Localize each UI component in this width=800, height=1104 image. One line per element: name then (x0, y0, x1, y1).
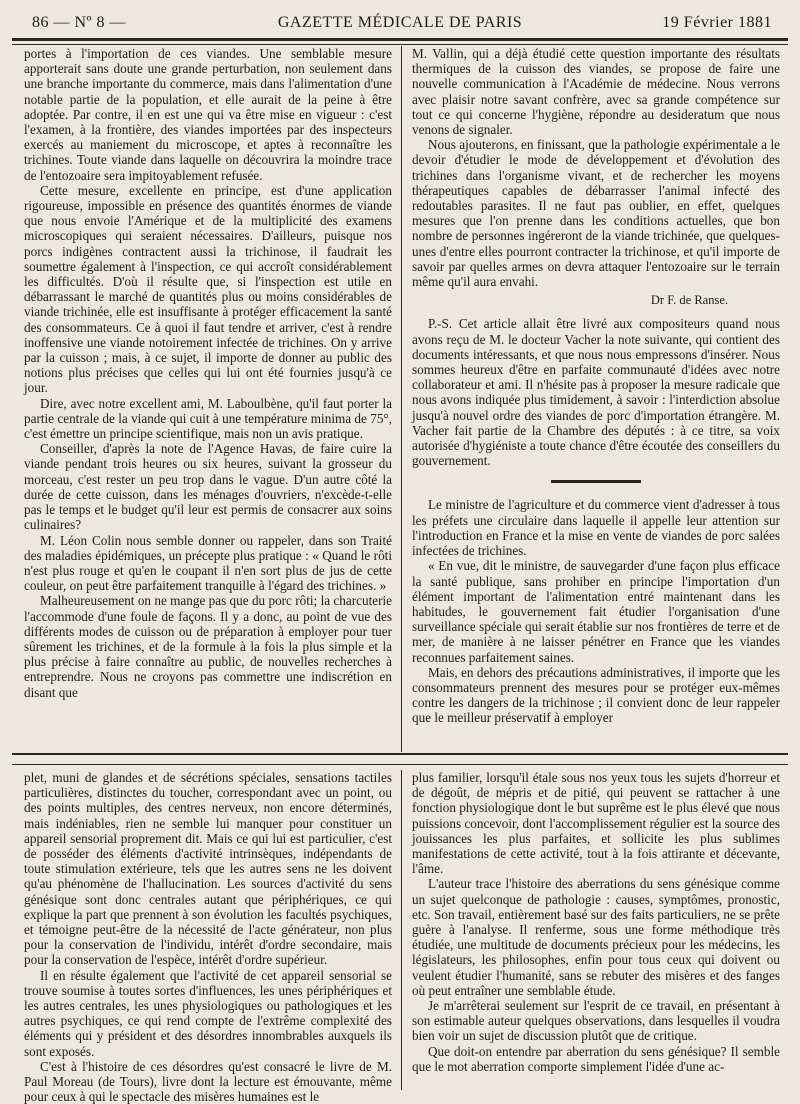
header-rule-thin (12, 44, 788, 45)
paragraph: plet, muni de glandes et de sécrétions spéciales, sensations tactiles particulières, distinctes du toucher, correspondant avec un point, ou des points multiples, des centres nerveux, non encore déterminés, mais indéniables, rien ne semble lui manquer pour constituer un appareil sensorial proprement dit. Mais ce qui lui est particulier, c'est de posséder des éléments d'activité intrinsèques, indépendants de toute stimulation extérieure, tels que les autres sens ne les doivent qu'au phénomène de l'hallucination. Les sources d'activité du sens génésique sont donc centrales autant que périphériques, ce qui explique la part que prennent à son évolution les facultés psychiques, et témoigne peut-être de la nécessité de l'acte générateur, non plus pour la conservation de l'individu, intérêt d'ordre secondaire, mais pour la conservation de l'espèce, intérêt d'ordre supérieur. (24, 770, 392, 968)
paragraph: C'est à l'histoire de ces désordres qu'est consacré le livre de M. Paul Moreau (de Tours), livre dont la lecture est émouvante, même pour ceux à qui le spectacle des misères humaines est le (24, 1058, 392, 1104)
header-rule (12, 38, 788, 41)
paragraph: « En vue, dit le ministre, de sauvegarder d'une façon plus efficace la santé publique, sans prohiber en principe l'importation d'un élément important de l'alimentation entré maintenant dans les habitudes, le gouvernement fait étudier l'organisation d'une surveillance spéciale qui serait établie sur nos frontières de terre et de mer, de manière à ne laisser pénétrer en France que les viandes reconnues parfaitement saines. (412, 558, 780, 665)
postscript: P.-S. Cet article allait être livré aux compositeurs quand nous avons reçu de M. le docteur Vacher la note suivante, qui contient des documents intéressants, et que nous nous empressons d'insérer. Nous sommes heureux d'être en parfaite communauté d'idées avec notre collaborateur et ami. Il n'hésite pas à proposer la mesure radicale que nous avons indiquée plus timidement, à savoir : l'interdiction absolue jusqu'à nouvel ordre des viandes de porc d'importation étrangère. M. Vacher fait partie de la Chambre des députés : à ce titre, sa voix autorisée d'hygiéniste a toute chance d'être écoutée des conseillers du gouvernement. (412, 316, 780, 469)
paragraph: portes à l'importation de ces viandes. Une semblable mesure apporterait sans doute une grande perturbation, non seulement dans une branche importante du commerce, mais dans l'alimentation d'une notable partie de la population, et elle aurait de la peine à être adoptée. Par contre, il en est une qui va être mise en vigueur : c'est l'examen, à la frontière, des viandes importées par des inspecteurs exercés au maniement du microscope, et aptes à reconnaître les trichines. Toute viande dans laquelle on découvrira la moindre trace de l'entozoaire sera impitoyablement refusée. (24, 46, 392, 183)
paragraph: Mais, en dehors des précautions administratives, il importe que les consommateurs prennent des mesures pour se protéger eux-mêmes contre les dangers de la trichinose ; il convient donc de leur rappeler que le meilleur préservatif à employer (412, 664, 780, 726)
section-rule (12, 753, 788, 755)
article-column-right (412, 46, 780, 752)
paragraph: Conseiller, d'après la note de l'Agence Havas, de faire cuire la viande pendant trois heures ou six heures, suivant la grosseur du morceau, c'est rester un peu trop dans le vague. D'un autre côté la durée de cette cuisson, dans les ménages d'ouvriers, n'excède-t-elle pas le temps et le budget qu'il leur est permis de consacrer aux soins culinaires? (24, 441, 392, 533)
article-column-left (24, 46, 392, 752)
feuilleton-column-left (24, 770, 392, 1104)
paragraph: Le ministre de l'agriculture et du commerce vient d'adresser à tous les préfets une circulaire dans laquelle il appelle leur attention sur l'introduction en France et la mise en vente de viandes de porc salées infectées de trichines. (412, 497, 780, 559)
page-number: 86 — Nº 8 — (32, 14, 127, 31)
column-divider (401, 46, 402, 752)
paragraph: Dire, avec notre excellent ami, M. Laboulbène, qu'il faut porter la partie centrale de la viande qui cuit à une température minima de 75°, c'est émettre un principe scientifique, mais non un avis pratique. (24, 395, 392, 442)
page-header (28, 12, 772, 38)
paragraph: L'auteur trace l'histoire des aberrations du sens génésique comme un sujet quelconque de pathologie : causes, symptômes, pronostic, etc. Son travail, entièrement basé sur des faits particuliers, ne se prête guère à l'analyse. Il renferme, sous une forme méthodique très étudiée, une multitude de documents précieux pour les médecins, les législateurs, les philosophes, enfin pour tous ceux qui doivent ou veulent étudier l'humanité, sans se rebuter des misères et des fanges où peut entraîner une semblable étude. (412, 876, 780, 998)
journal-title: GAZETTE MÉDICALE DE PARIS (277, 14, 523, 31)
paragraph: Il en résulte également que l'activité de cet appareil sensorial se trouve soumise à toutes sortes d'influences, les unes périphériques et les autres centrales, les unes physiologiques ou pathologiques et les autres psychiques, ce qui rend compte de l'extrême complexité des éléments qui y président et des désordres innombrables auxquels ils sont exposés. (24, 967, 392, 1059)
paragraph: Je m'arrêterai seulement sur l'esprit de ce travail, en présentant à son estimable auteur quelques observations, dans lesquelles il voudra bien voir un sujet de discussion plutôt que de critique. (412, 998, 780, 1044)
paragraph: M. Vallin, qui a déjà étudié cette question importante des résultats thermiques de la cuisson des viandes, se propose de faire une nouvelle communication à l'Académie de médecine. Nous verrons avec plaisir notre savant confrère, avec sa grande compétence sur tout ce qui concerne l'hygiène, répondre au desideratum que nous venons de signaler. (412, 46, 780, 138)
paragraph: Nous ajouterons, en finissant, que la pathologie expérimentale a le devoir d'étudier le mode de développement et d'évolution des trichines dans l'organisme vivant, et de rechercher les moyens thérapeutiques capables de débarrasser l'animal infecté des redoutables parasites. Il ne faut pas oublier, en effet, quelques mesures que l'on prenne dans les conditions actuelles, que bon nombre de personnes ingéreront de la viande trichinée, que quelques-unes d'entre elles pourront contracter la trichinose, et qu'il importe de savoir par quelles armes on devra attaquer l'entozoaire sur le terrain même qu'il aura envahi. (412, 137, 780, 290)
paragraph: Cette mesure, excellente en principe, est d'une application rigoureuse, impossible en présence des quantités énormes de viande que nous envoie l'Amérique et de la multiplicité des examens microscopiques qui seraient nécessaires. D'ailleurs, puisque nos porcs indigènes contractent aussi la trichinose, il faudrait les soumettre également à l'inspection, ce qui accroît considérablement les difficultés. D'où il résulte que, si l'inspection est utile en débarrassant le marché de quantités plus ou moins considérables de viande trichinée, elle est insuffisante à protéger efficacement la santé des consommateurs. Ce à quoi il faut tendre et arriver, c'est à rendre inoffensive une viande notoirement infectée de trichines. On y arrive par la cuisson ; mais, à ce sujet, il importe de donner au public des notions plus précises que celles qui lui ont été fournies jusqu'à ce jour. (24, 182, 392, 396)
author-signature: Dr F. de Ranse. (650, 293, 728, 308)
paragraph: Que doit-on entendre par aberration du sens génésique? Il semble que le mot aberration comporte simplement l'idée d'une ac- (412, 1043, 780, 1074)
section-separator (551, 480, 641, 483)
feuilleton-column-right (412, 770, 780, 1092)
paragraph: plus familier, lorsqu'il étale sous nos yeux tous les sujets d'horreur et de dégoût, de mépris et de pitié, qui peuvent se rattacher à une fonction physiologique dont le but suprême est le plus élevé que nous puissions concevoir, dont l'accomplissement régulier est la source des jouissances les plus parfaites, et sollicite les plus sublimes manifestations de cette activité, tout à la fois attirante et décevante, l'âme. (412, 770, 780, 877)
paragraph: Malheureusement on ne mange pas que du porc rôti; la charcuterie l'accommode d'une foule de façons. Il y a donc, au point de vue des différents modes de cuisson ou de préparation à employer pour tuer sûrement les trichines, et de la formule à la fois la plus simple et la plus précise à faire connaître au public, de nouvelles recherches à entreprendre. Nous ne croyons pas commettre une indiscrétion en disant que (24, 593, 392, 700)
issue-date: 19 Février 1881 (662, 14, 772, 31)
section-rule-thin (12, 764, 788, 765)
paragraph: M. Léon Colin nous semble donner ou rappeler, dans son Traité des maladies épidémiques, un précepte plus pratique : « Quand le rôti n'est plus rouge et qu'en le coupant il n'en sort plus de jus de cette couleur, on peut être parfaitement tranquille à l'égard des trichines. » (24, 532, 392, 594)
column-divider-bottom (401, 770, 402, 1090)
